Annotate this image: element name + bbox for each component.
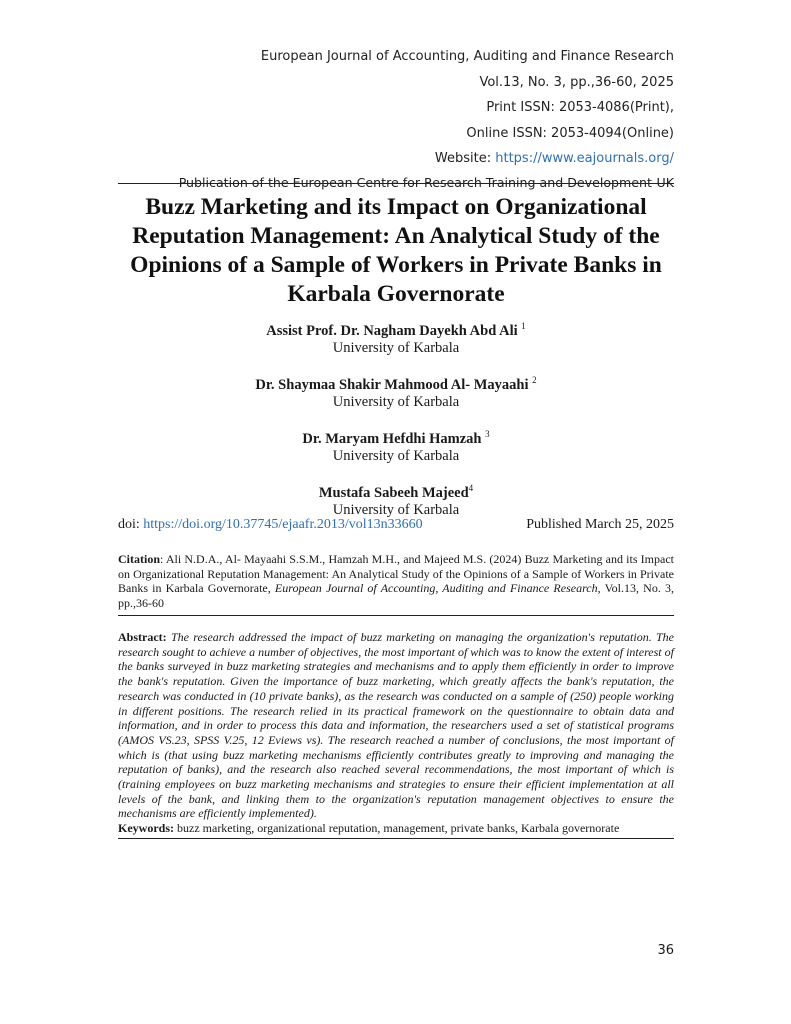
journal-volume: Vol.13, No. 3, pp.,36-60, 2025 [479,74,674,90]
abstract-block [118,630,674,839]
published-date: Published March 25, 2025 [526,517,674,532]
journal-header [261,44,674,172]
website-label: Website: [434,151,492,167]
website-link[interactable]: https://www.eajournals.org/ [495,151,674,167]
doi-label: doi: [118,517,140,532]
citation-text: : Ali N.D.A., Al- Mayaahi S.S.M., Hamzah M.H., and Majeed M.S. (2024) Buzz Marketing and its Impact on Organizational Reputation Management: An Analytical Study of the Opinions of a Sample of Workers in Private Banks in Karbala Governorate, [118,552,674,596]
paper-title: Buzz Marketing and its Impact on Organizational Reputation Management: An Analytical Study of the Opinions of a Sample of Workers in Private Banks in Karbala Governorate [130,194,662,307]
author-superscript: 3 [485,429,490,440]
citation-journal: European Journal of Accounting, Auditing and Finance Research, [274,581,601,596]
author-name: Assist Prof. Dr. Nagham Dayekh Abd Ali [266,323,518,339]
keywords-text: buzz marketing, organizational reputation, management, private banks, Karbala governorate [174,821,620,836]
header-divider [118,183,674,184]
publisher-line: Publication of the European Centre for Research Training and Development-UK [178,175,674,190]
abstract-text: The research addressed the impact of buzz marketing on managing the organization's reputation. The research sought to achieve a number of objectives, the most important of which was to know the extent of interest of the banks surveyed in buzz marketing strategies and mechanisms and to apply them efficiently in order to improve the bank's reputation. Given the importance of buzz marketing, which greatly affects the bank's reputation, the research was conducted in (10 private banks), as the research was conducted on a sample of (250) people working in different positions. The research relied in its practical framework on the questionnaire to obtain data and information, and in order to process this data and information, the researchers used a set of statistical programs (AMOS VS.23, SPSS V.25, 12 Eviews vs). The research reached a number of conclusions, the most important of which is (that using buzz marketing mechanisms efficiently contributes greatly to improving and managing the reputation of banks), and the research also reached several recommendations, the most important of which is (training employees on buzz marketing mechanisms and strategies to ensure their efficient implementation at all levels of the bank, and linking them to the organization's reputation management objectives to ensure the mechanisms are efficiently implemented). [118,630,675,821]
author-1 [100,323,692,357]
author-affiliation: University of Karbala [332,340,460,356]
author-name: Dr. Maryam Hefdhi Hamzah [302,431,482,447]
author-4 [100,485,692,519]
page-number: 36 [657,943,674,958]
citation-label: Citation [118,552,160,566]
citation-block [118,552,674,616]
author-superscript: 2 [532,375,537,386]
author-affiliation: University of Karbala [332,394,460,410]
doi-link[interactable]: https://doi.org/10.37745/ejaafr.2013/vol13n33660 [143,517,423,532]
author-name: Mustafa Sabeeh Majeed [318,485,469,501]
website-line [261,146,674,172]
keywords-line [118,821,619,835]
author-superscript: 4 [468,483,474,494]
online-issn: Online ISSN: 2053-4094(Online) [466,125,674,141]
author-2 [100,377,692,411]
abstract-label: Abstract: [118,630,167,644]
author-superscript: 1 [521,321,526,332]
author-affiliation: University of Karbala [332,502,460,518]
journal-name: European Journal of Accounting, Auditing and Finance Research [260,49,674,64]
author-3 [100,431,692,465]
citation-tail: Vol.13, No. 3, pp.,36-60 [118,581,674,610]
print-issn: Print ISSN: 2053-4086(Print), [486,100,674,116]
author-affiliation: University of Karbala [332,448,460,464]
doi-row [118,517,674,533]
keywords-label: Keywords: [118,821,174,836]
author-name: Dr. Shaymaa Shakir Mahmood Al- Mayaahi [255,377,529,393]
